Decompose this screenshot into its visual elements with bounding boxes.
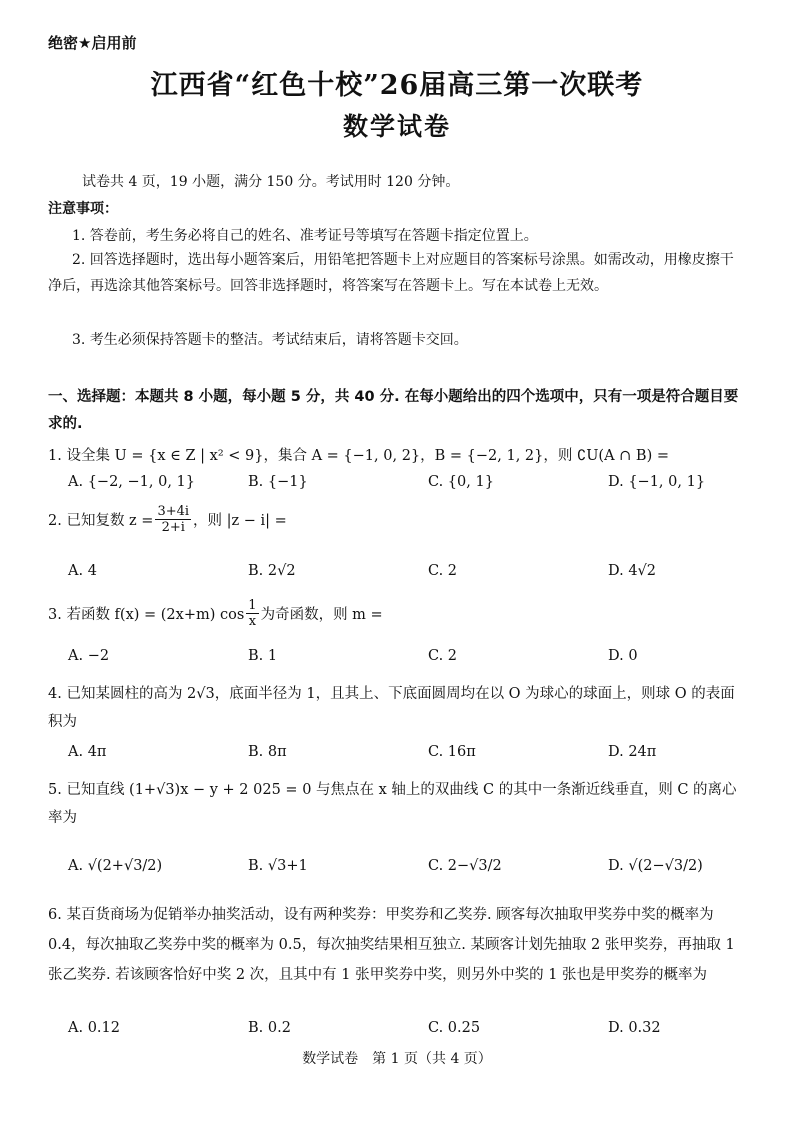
question-5-stem: 5. 已知直线 (1+√3)x − y + 2 025 = 0 与焦点在 x 轴上的双曲线 C 的其中一条渐近线垂直，则 C 的离心率为 [48, 782, 737, 826]
page-footer: 数学试卷 第 1 页（共 4 页） [302, 1051, 492, 1067]
question-3-fraction [246, 598, 258, 629]
question-4-option-b: B. 8π [248, 744, 287, 760]
question-1-stem: 1. 设全集 U = {x ∈ Z | x² < 9}，集合 A = {−1, 0, 2}，B = {−2, 1, 2}，则 ∁U(A ∩ B) = [48, 448, 669, 464]
question-2-stem [48, 504, 287, 535]
question-6-option-b: B. 0.2 [248, 1020, 291, 1036]
section-heading: 一、选择题：本题共 8 小题，每小题 5 分，共 40 分. 在每小题给出的四个选项中，只有一项是符合题目要求的. [48, 389, 739, 432]
question-3-option-c: C. 2 [428, 648, 458, 664]
question-2-fraction-denominator: 2+i [161, 520, 185, 535]
question-2-stem-suffix: ，则 |z − i| = [193, 513, 287, 529]
question-1-option-d: D. {−1, 0, 1} [608, 474, 706, 490]
notes-heading: 注意事项： [48, 201, 118, 217]
question-3-stem [48, 598, 383, 629]
question-1-option-a: A. {−2, −1, 0, 1} [68, 474, 195, 490]
question-3-fraction-denominator: x [248, 614, 257, 629]
question-4-option-c: C. 16π [428, 744, 476, 760]
question-2-fraction [155, 504, 191, 535]
question-2-stem-prefix: 2. 已知复数 z = [48, 513, 154, 529]
question-3-stem-suffix: 为奇函数，则 m = [260, 607, 383, 623]
question-6-stem: 6. 某百货商场为促销举办抽奖活动，设有两种奖券：甲奖券和乙奖券. 顾客每次抽取甲奖券中奖的概率为 0.4，每次抽取乙奖券中奖的概率为 0.5，每次抽奖结果相互独立. 某顾客计划先抽取 2 张甲奖券，再抽取 1 张乙奖券. 若该顾客恰好中奖 2 次，且其中有 1 张甲奖券中奖，则另外中奖的 1 张也是甲奖券的概率为 [48, 907, 735, 983]
question-4-stem: 4. 已知某圆柱的高为 2√3，底面半径为 1，且其上、下底面圆周均在以 O 为球心的球面上，则球 O 的表面积为 [48, 686, 735, 730]
question-2-option-b: B. 2√2 [248, 563, 296, 579]
question-3-option-a: A. −2 [68, 648, 110, 664]
question-2-option-c: C. 2 [428, 563, 458, 579]
notes-item-3: 3. 考生必须保持答题卡的整洁。考试结束后，请将答题卡交回。 [72, 332, 468, 348]
question-5-option-b: B. √3+1 [248, 858, 308, 874]
question-1-option-c: C. {0, 1} [428, 474, 494, 490]
question-2-option-d: D. 4√2 [608, 563, 657, 579]
question-4-option-a: A. 4π [68, 744, 107, 760]
notes-item-1: 1. 答卷前，考生务必将自己的姓名、准考证号等填写在答题卡指定位置上。 [72, 228, 538, 244]
notes-item-2: 2. 回答选择题时，选出每小题答案后，用铅笔把答题卡上对应题目的答案标号涂黑。如需改动，用橡皮擦干净后，再选涂其他答案标号。回答非选择题时，将答案写在答题卡上。写在本试卷上无效。 [48, 252, 734, 294]
question-3-fraction-numerator: 1 [248, 598, 257, 613]
question-6-option-a: A. 0.12 [68, 1020, 120, 1036]
question-5-option-c: C. 2−√3/2 [428, 858, 502, 874]
secret-label: 绝密★启用前 [48, 34, 137, 52]
question-5-option-d: D. √(2−√3/2) [608, 858, 703, 874]
intro-text: 试卷共 4 页，19 小题，满分 150 分。考试用时 120 分钟。 [82, 174, 460, 190]
question-4-option-d: D. 24π [608, 744, 657, 760]
question-6-option-d: D. 0.32 [608, 1020, 661, 1036]
question-3-option-b: B. 1 [248, 648, 278, 664]
exam-title: 江西省“红色十校”26届高三第一次联考 [150, 70, 644, 101]
question-1-option-b: B. {−1} [248, 474, 308, 490]
exam-subject: 数学试卷 [342, 112, 451, 141]
question-3-stem-prefix: 3. 若函数 f(x) = (2x+m) cos [48, 607, 245, 623]
question-3-option-d: D. 0 [608, 648, 638, 664]
question-2-fraction-numerator: 3+4i [157, 504, 190, 519]
question-2-option-a: A. 4 [68, 563, 97, 579]
question-6-option-c: C. 0.25 [428, 1020, 481, 1036]
question-5-option-a: A. √(2+√3/2) [68, 858, 163, 874]
